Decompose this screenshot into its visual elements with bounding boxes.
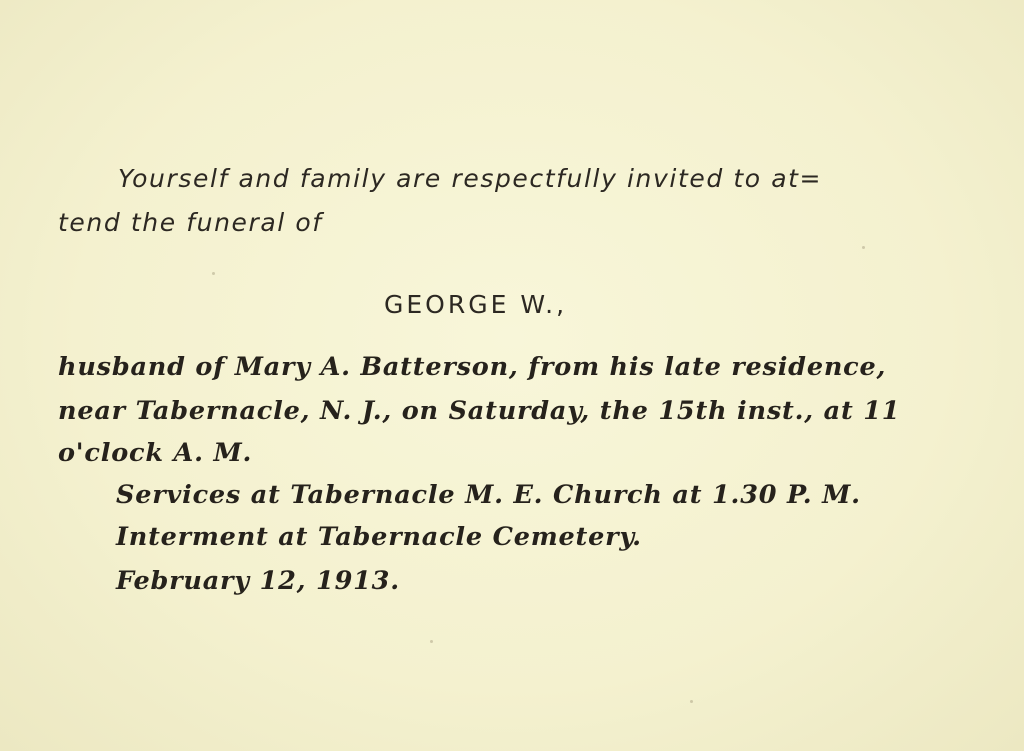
details-line-2: near Tabernacle, N. J., on Saturday, the 15th inst., at 11 xyxy=(58,396,901,426)
date-line: February 12, 1913. xyxy=(116,566,400,596)
invitation-line-2: tend the funeral of xyxy=(58,208,323,237)
details-line-1: husband of Mary A. Batterson, from his late residence, xyxy=(58,352,887,382)
services-church-line: Services at Tabernacle M. E. Church at 1.30 P. M. xyxy=(116,480,861,510)
details-line-3: o'clock A. M. xyxy=(58,438,253,468)
paper-speck xyxy=(862,246,865,249)
invitation-line-1: Yourself and family are respectfully invited to at= xyxy=(118,164,823,193)
paper-speck xyxy=(690,700,693,703)
interment-line: Interment at Tabernacle Cemetery. xyxy=(116,522,642,552)
deceased-name: GEORGE W., xyxy=(384,290,568,319)
paper-speck xyxy=(212,272,215,275)
paper-speck xyxy=(430,640,433,643)
